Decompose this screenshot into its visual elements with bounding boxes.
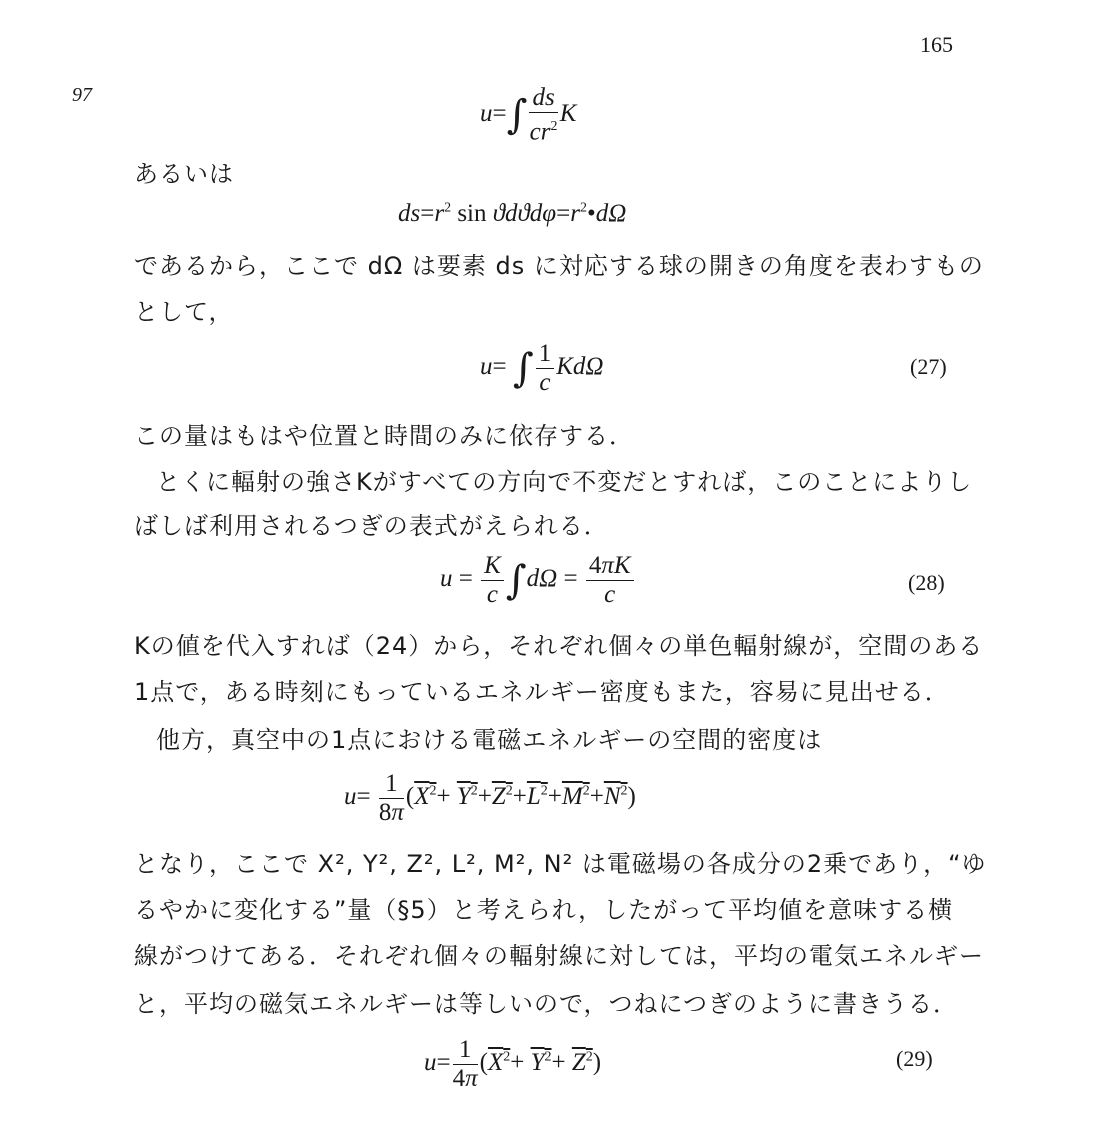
equation-27: u= ∫ $\frac{1}{c}$ KdΩ [480, 340, 604, 396]
equation-number-27: (27) [910, 354, 947, 379]
margin-note: 97 [72, 84, 92, 106]
page-number: 165 [920, 32, 953, 57]
text-line-13: と，平均の磁気エネルギーは等しいので，つねにつぎのように書きうる． [134, 990, 959, 1018]
text-line-11: るやかに変化する”量（§5）と考えられ，したがって平均値を意味する横 [134, 896, 954, 924]
text-line-8: 1点で，ある時刻にもっているエネルギー密度もまた，容易に見出せる． [134, 678, 950, 706]
equation-29: u= $\frac{1}{4\pi}$ $(X^2+ Y^2+ Z^2)$ [424, 1036, 602, 1092]
equation-u-integral: u=∫ $\frac{ds}{cr^2}$ K [480, 84, 577, 146]
equation-ds: $ds=r^2$ $\sin ϑdϑd\varphi=r^2•d\Omega$ [398, 200, 627, 227]
text-line-7: Kの値を代入すれば（24）から，それぞれ個々の単色輻射線が，空間のある [134, 632, 984, 660]
text-line-4: この量はもはや位置と時間のみに依存する． [134, 422, 634, 450]
text-line-9: 他方，真空中の1点における電磁エネルギーの空間的密度は [156, 726, 823, 754]
text-line-12: 線がつけてある．それぞれ個々の輻射線に対しては，平均の電気エネルギー [134, 942, 984, 970]
text-line-1: あるいは [134, 160, 234, 188]
text-line-3: として， [134, 298, 234, 326]
text-line-2: であるから，ここで dΩ は要素 ds に対応する球の開きの角度を表わすもの [134, 252, 984, 280]
equation-number-28: (28) [908, 570, 945, 595]
text-line-10: となり，ここで X², Y², Z², L², M², N² は電磁場の各成分の2乗であり，“ゆ [134, 850, 987, 878]
equation-28: u = $\frac{K}{c}$ ∫dΩ = $\frac{4\pi K}{c}$ [440, 552, 636, 609]
equation-em-density: u= $\frac{1}{8\pi}$ $(X^2+ Y^2+Z^2+L^2+M^2+N^2)$ [344, 770, 636, 826]
text-line-5: とくに輻射の強さKがすべての方向で不変だとすれば，このことによりし [156, 468, 973, 496]
equation-number-29: (29) [896, 1046, 933, 1071]
text-line-6: ばしば利用されるつぎの表式がえられる． [134, 512, 609, 540]
